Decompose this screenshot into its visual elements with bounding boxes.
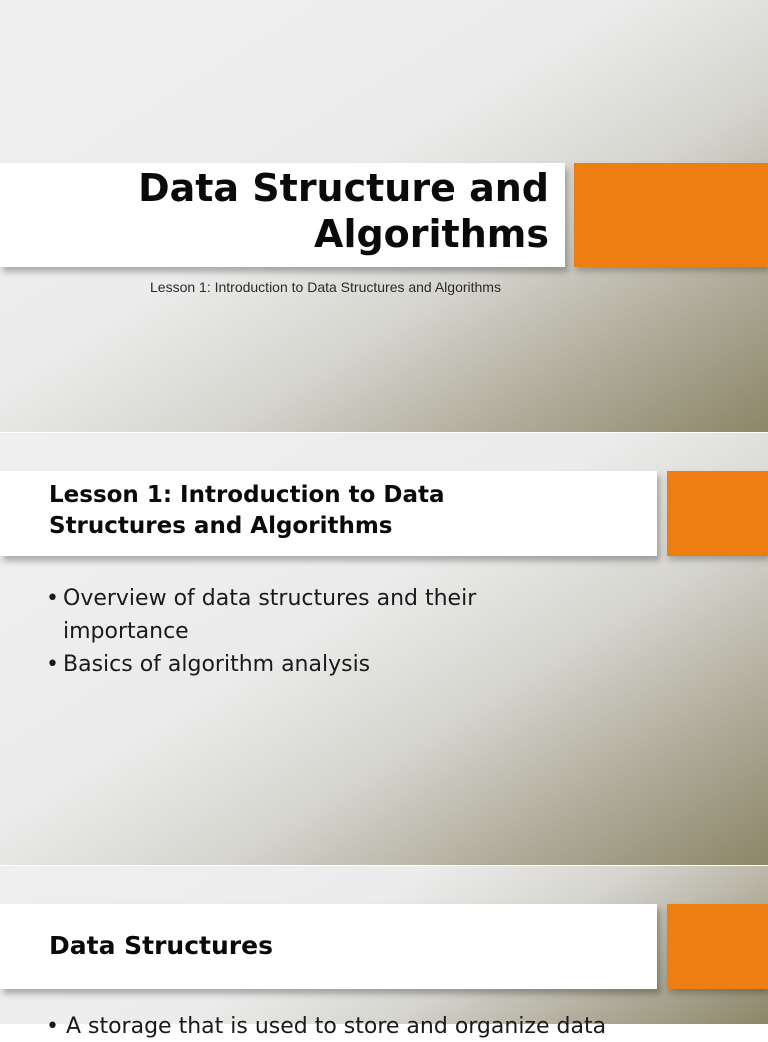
- title-bar: [0, 471, 657, 556]
- slide-1: [0, 0, 768, 432]
- bullet-text-line-1: Basics of algorithm analysis: [63, 652, 371, 677]
- slide-title: Data Structures: [49, 931, 273, 960]
- slide-3: [0, 866, 768, 1039]
- slide-title: [138, 165, 549, 257]
- bullet-item: [46, 648, 476, 681]
- bullet-item: [46, 582, 476, 648]
- bullet-dot: •: [46, 586, 59, 611]
- bullet-text-partial: • A storage that is used to store and organize data: [46, 1014, 607, 1039]
- slide-title: [49, 480, 445, 542]
- bullet-text-line-2: importance: [63, 619, 189, 644]
- accent-block: [667, 904, 768, 989]
- slide-title-line-1: Lesson 1: Introduction to Data: [49, 482, 445, 508]
- title-bar: [0, 163, 565, 267]
- bullet-text-line-1: Overview of data structures and their: [63, 586, 477, 611]
- accent-block: [574, 163, 768, 267]
- slide-title-line-2: Structures and Algorithms: [49, 513, 393, 539]
- slide-2: [0, 433, 768, 865]
- accent-block: [667, 471, 768, 556]
- slide-subtitle: Lesson 1: Introduction to Data Structures and Algorithms: [150, 279, 501, 295]
- slide-title-line-1: Data Structure and: [138, 166, 549, 210]
- bullet-list: [46, 582, 476, 681]
- bullet-dot: •: [46, 652, 59, 677]
- slide-title-line-2: Algorithms: [314, 212, 549, 256]
- title-bar: [0, 904, 657, 989]
